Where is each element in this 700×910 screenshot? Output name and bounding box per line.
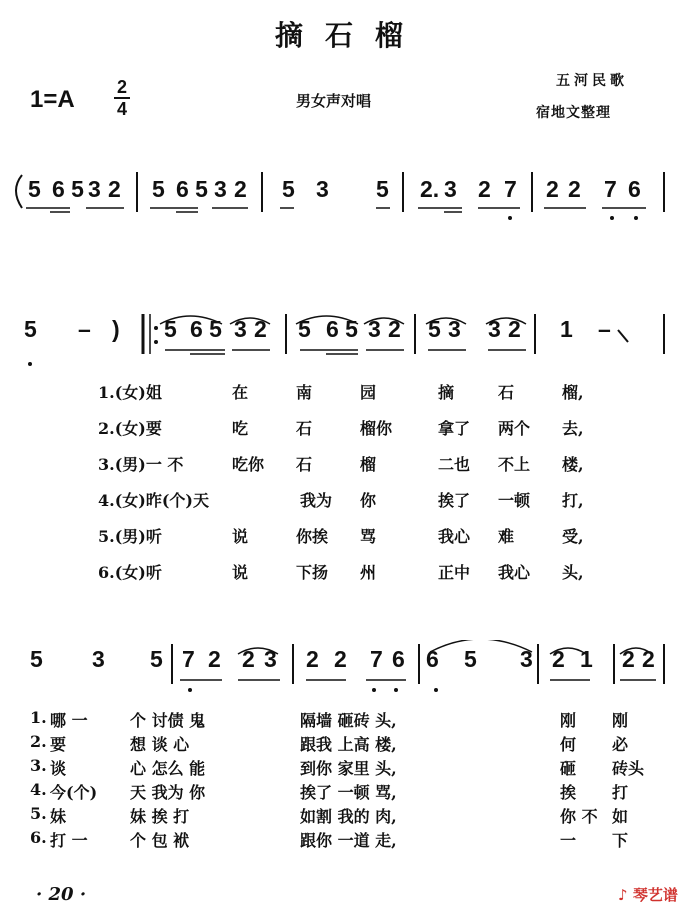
verse-b-line: 一 (560, 831, 577, 850)
verse-b-line: 4. (30, 780, 47, 799)
staff-line-1-note: 5 (152, 176, 165, 202)
verse-a-line: 你挨 (296, 527, 329, 546)
verse-a-line: 摘 (438, 383, 455, 402)
verse-b-line: 必 (612, 735, 629, 754)
verse-a-line: 下扬 (296, 563, 329, 582)
verse-b-line: 个 讨债 鬼 (130, 711, 206, 730)
staff-line-1-note: 2 (478, 176, 491, 202)
watermark-logo (618, 884, 678, 905)
staff-line-1-note: 5 (376, 176, 389, 202)
staff-line-3-note: 5 (30, 646, 43, 672)
verse-b-line: 个 包 袱 (130, 831, 190, 850)
staff-line-2-note: ) (112, 316, 120, 342)
verse-b-line: 2. (30, 732, 47, 751)
verse-a-line: 榴 (360, 455, 377, 474)
verse-b-line: 下 (612, 831, 629, 850)
verse-a-line: 楼, (562, 455, 584, 474)
staff-line-1-note: 6 5 (52, 176, 84, 202)
watermark-icon: ♪ (618, 886, 628, 904)
verse-b-line: 何 (560, 735, 577, 754)
verse-a-line: 说 (232, 527, 249, 546)
verse-a-line: 2.(女)要 (98, 419, 162, 438)
staff-line-3 (0, 640, 700, 700)
staff-line-3-note: 7 (370, 646, 383, 672)
staff-line-2-note: 1 (560, 316, 573, 342)
staff-line-1-note: 6 5 (176, 176, 208, 202)
staff-line-1-note: 3 (214, 176, 227, 202)
verse-a-line: 在 (232, 383, 249, 402)
verse-a-line: 吃 (232, 419, 249, 438)
staff-line-1-note: 2 (108, 176, 121, 202)
verse-b-line: 打 (612, 783, 629, 802)
song-source: 五河民歌 (556, 73, 628, 89)
verse-a-line: 我心 (438, 527, 471, 546)
verse-a-line: 石 (296, 419, 313, 438)
staff-line-2-note: 3 (448, 316, 461, 342)
staff-line-3-note: 3 (520, 646, 533, 672)
verse-a-line: 1.(女)姐 (98, 383, 162, 402)
time-bottom: 4 (116, 99, 127, 119)
staff-line-1-note: 5 (282, 176, 295, 202)
staff-line-3-note: 2 (242, 646, 255, 672)
staff-line-3-note: 2 (642, 646, 655, 672)
verse-b-line: 跟我 上高 楼, (300, 735, 397, 754)
verse-b-line: 今(个) (50, 783, 98, 802)
verse-a-line: 你 (360, 491, 377, 510)
staff-line-1-note: 3 (88, 176, 101, 202)
staff-line-1-barlines (0, 170, 700, 230)
verse-b-line: 打 一 (50, 831, 88, 850)
staff-line-3-note: 2 (552, 646, 565, 672)
verse-a-line: 4.(女)昨(个)天 (98, 491, 209, 510)
verse-b-line: 到你 家里 头, (300, 759, 397, 778)
staff-line-2-note: 6 5 (190, 316, 222, 342)
staff-line-3-note: 2 (334, 646, 347, 672)
verse-b-line: 挨了 一顿 骂, (300, 783, 397, 802)
verse-a-line: 受, (562, 527, 584, 546)
verse-b-line: 心 怎么 能 (130, 759, 206, 778)
staff-line-1-note: 3 (444, 176, 457, 202)
verse-a-line: 去, (562, 419, 584, 438)
staff-line-2-note: 5 (24, 316, 37, 342)
verse-a-line: 二也 (438, 455, 471, 474)
staff-line-3-note: 2 (208, 646, 221, 672)
staff-line-2-note: 2 (508, 316, 521, 342)
verse-a-line: 吃你 (232, 455, 265, 474)
verse-b-line: 刚 (612, 711, 629, 730)
staff-line-2-note: – (78, 316, 91, 342)
staff-line-1-note: 5 (28, 176, 41, 202)
verse-b-line: 天 我为 你 (130, 783, 206, 802)
staff-line-3-note: 1 (580, 646, 593, 672)
time-signature (114, 78, 130, 118)
staff-line-3-barlines (0, 640, 700, 700)
verse-a-line: 榴, (562, 383, 584, 402)
staff-line-2-note: 6 5 (326, 316, 358, 342)
staff-line-2 (0, 310, 700, 370)
staff-line-1-note: 2 (546, 176, 559, 202)
staff-line-2-note: 3 (368, 316, 381, 342)
staff-line-2-note: 3 (234, 316, 247, 342)
song-title: 摘石榴 (274, 19, 425, 52)
staff-line-3-note: 5 (150, 646, 163, 672)
staff-line-1-note: 2 (234, 176, 247, 202)
verse-b-line: 1. (30, 708, 47, 727)
verse-b-line: 你 不 (560, 807, 598, 826)
staff-line-1-note: 2 (568, 176, 581, 202)
staff-line-1-note: 2. (420, 176, 440, 202)
verse-a-line: 打, (562, 491, 584, 510)
staff-line-1-note: 3 (316, 176, 329, 202)
staff-line-3-note: 7 (182, 646, 195, 672)
verse-b-line: 砖头 (612, 759, 645, 778)
staff-line-1-note: 7 (504, 176, 517, 202)
staff-line-1-note: 6 (628, 176, 641, 202)
staff-line-3-note: 3 (92, 646, 105, 672)
verse-b-line: 砸 (560, 759, 577, 778)
verse-a-line: 拿了 (438, 419, 471, 438)
verse-a-line: 石 (296, 455, 313, 474)
verse-b-line: 如 (612, 807, 629, 826)
staff-line-2-note: 5 (428, 316, 441, 342)
verse-b-line: 哪 一 (50, 711, 88, 730)
verse-a-line: 头, (562, 563, 584, 582)
verse-a-line: 说 (232, 563, 249, 582)
verse-b-line: 妹 挨 打 (130, 807, 190, 826)
verse-b-line: 妹 (50, 807, 67, 826)
verse-b-line: 谈 (50, 759, 67, 778)
verse-a-line: 3.(男)一 不 (98, 455, 184, 474)
staff-line-3-note: 6 (392, 646, 405, 672)
verse-a-line: 石 (498, 383, 515, 402)
verse-a-line: 州 (360, 563, 377, 582)
staff-line-3-note: 3 (264, 646, 277, 672)
page-number: · 20 · (36, 884, 87, 905)
verse-b-line: 要 (50, 735, 67, 754)
verse-a-line: 我心 (498, 563, 531, 582)
arranger-credit: 宿地文整理 (536, 105, 611, 121)
staff-line-1-note: 7 (604, 176, 617, 202)
verse-a-line: 园 (360, 383, 377, 402)
verse-b-line: 跟你 一道 走, (300, 831, 397, 850)
staff-line-3-note: 5 (464, 646, 477, 672)
verse-a-line: 6.(女)听 (98, 563, 162, 582)
verse-a-line: 南 (296, 383, 313, 402)
watermark-text: 琴艺谱 (632, 886, 678, 904)
verse-a-line: 难 (498, 527, 515, 546)
verse-b-line: 如割 我的 肉, (300, 807, 397, 826)
staff-line-2-note: 5 (298, 316, 311, 342)
verse-a-line: 一顿 (498, 491, 531, 510)
staff-line-2-note: 2 (388, 316, 401, 342)
staff-line-2-note: – (598, 316, 611, 342)
verse-b-line: 想 谈 心 (130, 735, 190, 754)
verse-a-line: 正中 (438, 563, 471, 582)
verse-b-line: 6. (30, 828, 47, 847)
verse-b-line: 刚 (560, 711, 577, 730)
staff-line-2-note: 3 (488, 316, 501, 342)
verse-b-line: 5. (30, 804, 47, 823)
verse-a-line: 挨了 (438, 491, 471, 510)
key-signature: 1=A (30, 86, 75, 113)
time-top: 2 (116, 77, 127, 97)
performance-note: 男女声对唱 (296, 92, 372, 110)
verse-a-line: 我为 (300, 491, 333, 510)
staff-line-3-note: 6 (426, 646, 439, 672)
verse-a-line: 不上 (498, 455, 531, 474)
staff-line-2-note: 2 (254, 316, 267, 342)
staff-line-1 (0, 170, 700, 230)
verse-a-line: 榴你 (360, 419, 393, 438)
verse-a-line: 5.(男)听 (98, 527, 162, 546)
verse-a-line: 两个 (498, 419, 531, 438)
verse-b-line: 3. (30, 756, 47, 775)
verse-b-line: 挨 (560, 783, 577, 802)
staff-line-3-note: 2 (306, 646, 319, 672)
verse-b-line: 隔墙 砸砖 头, (300, 711, 397, 730)
verse-a-line: 骂 (360, 527, 377, 546)
staff-line-3-note: 2 (622, 646, 635, 672)
staff-line-2-note: 5 (164, 316, 177, 342)
